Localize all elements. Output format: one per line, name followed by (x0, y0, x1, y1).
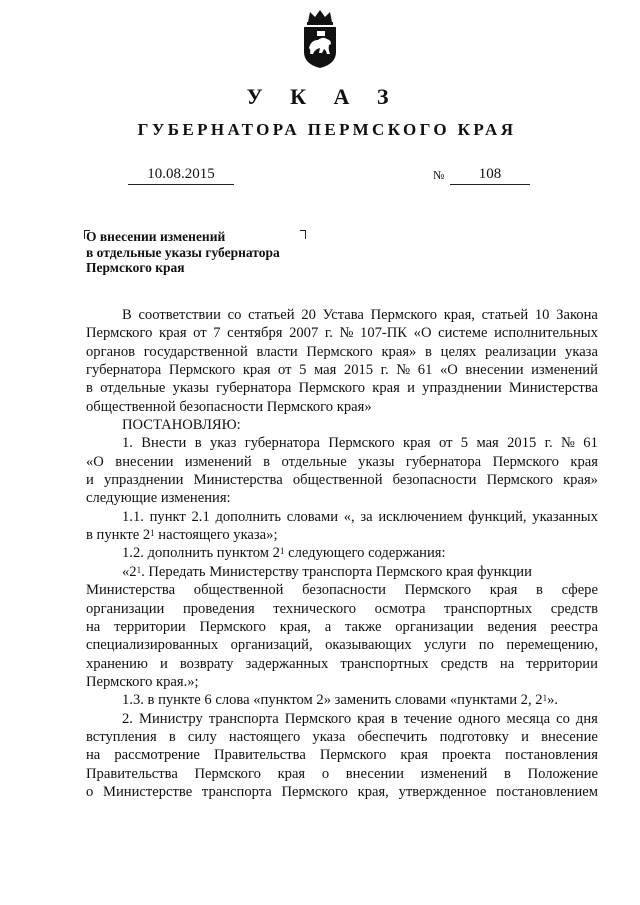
word: Пермского (492, 453, 559, 470)
word: средств (550, 600, 598, 617)
word: края (489, 582, 518, 599)
word: Пермского (194, 765, 261, 782)
word: безопасности (302, 582, 386, 599)
word: г. (324, 325, 333, 342)
body-line (86, 563, 598, 581)
word: и (86, 472, 94, 489)
word: № (560, 435, 575, 452)
word: транспортных (444, 600, 533, 617)
word: указы (172, 380, 209, 397)
word: от (278, 362, 292, 379)
word: силу (187, 728, 217, 745)
word: края» (563, 472, 598, 489)
word: указанных (532, 508, 598, 525)
word: края (570, 453, 598, 470)
body-line: общественной безопасности Пермского края» (86, 398, 372, 415)
word: территории (114, 618, 186, 635)
word: отдельные (281, 453, 347, 470)
word: одного (458, 710, 501, 727)
word: территории (526, 655, 598, 672)
body-line: Пермского края.»; (86, 673, 199, 690)
word: Пермского (168, 362, 236, 379)
word: 61 (417, 362, 433, 379)
word: в (168, 728, 176, 745)
word: Устава (322, 307, 364, 323)
word: общественной (193, 582, 284, 599)
word: в (86, 380, 93, 397)
document-date: 10.08.2015 (128, 165, 234, 185)
word: края, (279, 618, 311, 635)
word: 10 (534, 307, 550, 323)
body-line: следующие изменения: (86, 490, 231, 507)
word: Пермского (281, 783, 348, 800)
body-line (86, 306, 598, 324)
word: от (438, 435, 453, 452)
word: 107-ПК (360, 325, 408, 342)
word: 7 (213, 325, 221, 342)
word: сентября (227, 325, 283, 342)
word: изменений (184, 453, 252, 470)
body-line (86, 324, 598, 342)
word: словами (286, 508, 339, 525)
word: и (407, 380, 415, 397)
body-line (86, 600, 598, 618)
word: государственной (143, 343, 248, 360)
word: Пермского (328, 435, 395, 452)
word: Министерства (508, 380, 598, 397)
word: от (193, 325, 207, 342)
body-line (86, 434, 598, 452)
word: дня (575, 710, 598, 727)
document-subtitle: ГУБЕРНАТОРА ПЕРМСКОГО КРАЯ (137, 120, 517, 139)
word: Правительства (213, 747, 306, 764)
word: сфере (561, 582, 598, 599)
word: указ (209, 435, 237, 452)
word: перемещению, (506, 637, 598, 654)
word: соответствии (138, 307, 221, 323)
word: по (478, 637, 494, 654)
word: внесении (115, 453, 174, 470)
word: 5 (460, 435, 469, 452)
word: Министерстве (103, 783, 193, 800)
word: о (86, 783, 94, 800)
body-line (86, 691, 598, 709)
word: целях (440, 343, 477, 360)
word: реестра (550, 618, 598, 635)
word: задержанных (245, 655, 329, 672)
word: мая (313, 362, 337, 379)
word: и (521, 728, 529, 745)
word: осмотра (374, 600, 426, 617)
word: транспорта (201, 783, 272, 800)
body-line (86, 361, 598, 379)
word: г. (380, 362, 389, 379)
word: подготовку (439, 728, 509, 745)
word: настоящего (228, 728, 301, 745)
word: безопасности (392, 472, 477, 489)
word: исключением (378, 508, 463, 525)
word: указа (565, 343, 598, 360)
word: статьей (481, 307, 529, 323)
word: и (159, 655, 168, 672)
word: Пермского (370, 307, 437, 323)
word: Пермского (298, 380, 365, 397)
document-number: 108 (450, 165, 530, 185)
word: края (403, 435, 431, 452)
word: 20 (301, 307, 316, 323)
word: пункт (149, 508, 186, 525)
word: Министерства (193, 472, 283, 489)
word: на (86, 618, 101, 635)
superscript: 1 (279, 546, 285, 557)
word: Пермского (486, 472, 553, 489)
word: Пермского (199, 618, 266, 635)
word: упразднении (422, 380, 502, 397)
word: Министру (138, 710, 203, 727)
word: отдельные (100, 380, 166, 397)
subject-line: О внесении изменений (86, 229, 226, 244)
word: утвержденное (398, 783, 487, 800)
word: 1. (122, 435, 133, 452)
word: «О (86, 453, 104, 470)
word: края, (357, 783, 389, 800)
word: технического (273, 600, 357, 617)
word: постановлением (496, 783, 598, 800)
body-line (86, 655, 598, 673)
text-fragment: 1.2. дополнить пунктом 2 (122, 545, 280, 562)
body-line (86, 453, 598, 471)
word: органов (86, 343, 136, 360)
word: дополнить (215, 508, 282, 525)
word: ведения (487, 618, 537, 635)
word: в (504, 765, 511, 782)
word: края» (381, 343, 417, 360)
word: края (357, 710, 385, 727)
word: Пермского (306, 343, 373, 360)
word: статьей (248, 307, 295, 323)
word: г. (544, 435, 553, 452)
word: Закона (556, 307, 598, 323)
word: специализированных (86, 637, 219, 654)
word: края (242, 362, 271, 379)
word: 2.1 (191, 508, 210, 525)
body-line (86, 636, 598, 654)
word: в (194, 435, 202, 452)
word: края (400, 747, 428, 764)
word: 2. (122, 710, 133, 727)
word: хранению (86, 655, 148, 672)
word: мая (476, 435, 499, 452)
document-body (86, 306, 598, 801)
word: о (321, 765, 330, 782)
superscript: 1 (542, 693, 548, 704)
body-line (86, 508, 598, 526)
word: указа (312, 728, 346, 745)
word: «О (413, 325, 432, 342)
word: исполнительных (494, 325, 598, 342)
word: № (396, 362, 411, 379)
text-fragment: «2 (122, 563, 137, 580)
body-line (86, 581, 598, 599)
word: губернатора (244, 435, 320, 452)
word: услуги (424, 637, 467, 654)
word: «О (439, 362, 458, 379)
word: губернатора (405, 453, 482, 470)
word: 5 (299, 362, 307, 379)
word: за (360, 508, 373, 525)
word: возврату (179, 655, 234, 672)
word: указы (358, 453, 395, 470)
word: месяца (506, 710, 551, 727)
body-line (86, 618, 598, 636)
number-sign: № (433, 168, 445, 182)
word: организации (395, 618, 474, 635)
body-line (86, 526, 598, 544)
word: средств (440, 655, 488, 672)
word: власти (256, 343, 298, 360)
word: транспорта (208, 710, 279, 727)
word: течение (403, 710, 453, 727)
word: со (556, 710, 570, 727)
text-fragment: . Передать Министерству транспорта Пермского края функции (141, 563, 532, 580)
word: изменений (420, 765, 488, 782)
word: вступления (86, 728, 157, 745)
subject-line: Пермского края (86, 260, 185, 275)
superscript: 1 (150, 528, 155, 539)
word: постановления (505, 747, 598, 764)
word: оказывающих (325, 637, 412, 654)
word: Пермского (404, 582, 471, 599)
word: упразднении (103, 472, 184, 489)
word: в (390, 710, 398, 727)
word: организации (86, 600, 165, 617)
text-fragment: 1.3. в пункте 6 слова «пунктом 2» заменить словами «пунктами 2, 2 (122, 692, 543, 709)
word: 2015 (343, 362, 374, 379)
body-line (86, 471, 598, 489)
word: края (277, 765, 306, 782)
word: в (535, 582, 543, 599)
word: транспортных (340, 655, 429, 672)
word: В (122, 307, 132, 323)
word: функций, (468, 508, 527, 525)
subject-bracket-right (300, 230, 306, 239)
word: губернатора (216, 380, 292, 397)
body-line (86, 765, 598, 783)
decree-word: ПОСТАНОВЛЯЮ: (122, 417, 241, 434)
body-line (86, 379, 598, 397)
word: Пермского (319, 747, 387, 764)
word: 61 (583, 435, 598, 452)
body-line (86, 710, 598, 728)
word: со (227, 307, 242, 323)
document-subject (86, 229, 280, 276)
body-line (86, 746, 598, 764)
word: Министерства (86, 582, 176, 599)
word: реализации (484, 343, 557, 360)
word: внесении (465, 362, 524, 379)
word: внесение (541, 728, 598, 745)
word: 2015 (507, 435, 537, 452)
word: губернатора (86, 362, 162, 379)
word: а (324, 618, 332, 635)
word: в (263, 453, 271, 470)
word: проекта (441, 747, 491, 764)
word: на (86, 747, 101, 764)
word: Пермского (86, 325, 153, 342)
body-line (86, 343, 598, 361)
word: в (425, 343, 432, 360)
word: края, (443, 307, 475, 323)
body-line (86, 544, 598, 562)
word: рассмотрение (114, 747, 200, 764)
body-line (86, 783, 598, 801)
word: Положение (527, 765, 598, 782)
text-fragment: следующего содержания: (284, 545, 446, 562)
word: края (158, 325, 187, 342)
text-fragment: ». (547, 692, 559, 709)
word: обеспечить (357, 728, 428, 745)
word: системе (438, 325, 488, 342)
word: изменений (531, 362, 598, 379)
word: проведения (182, 600, 255, 617)
word: Внести (141, 435, 187, 452)
document-title: У К А З (246, 84, 400, 109)
word: также (344, 618, 382, 635)
word: Пермского (284, 710, 352, 727)
word: края (372, 380, 400, 397)
word: «, (343, 508, 355, 525)
superscript: 1 (136, 564, 142, 575)
perm-krai-coat-of-arms-icon (298, 8, 342, 70)
word: общественной (292, 472, 383, 489)
word: организаций, (230, 637, 313, 654)
word: внесении (345, 765, 404, 782)
word: на (499, 655, 515, 672)
body-line (86, 728, 598, 746)
subject-line: в отдельные указы губернатора (86, 244, 280, 260)
word: № (339, 325, 354, 342)
text-fragment: настоящего указа»; (154, 527, 278, 544)
word: 1.1. (122, 508, 144, 525)
word: 2007 (289, 325, 319, 342)
text-fragment: в пункте 2 (86, 527, 151, 544)
word: Правительства (86, 765, 178, 782)
